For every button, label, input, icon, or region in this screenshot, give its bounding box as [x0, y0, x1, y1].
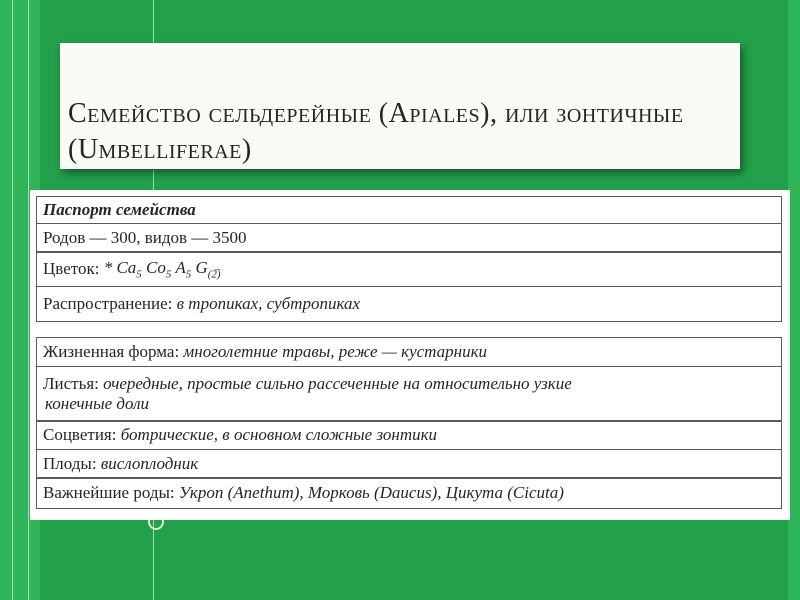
flower-label: Цветок: — [43, 259, 104, 278]
formula-ca-sub: 5 — [136, 268, 142, 281]
leaves-line-1 — [43, 374, 572, 394]
background-line — [12, 0, 13, 600]
details-block — [36, 337, 782, 508]
leaves-value-1: очередные, простые сильно рассеченные на относительно узкие — [103, 373, 572, 393]
genera-label: Важнейшие роды: — [43, 483, 179, 502]
flower-formula-row — [36, 251, 782, 287]
fruit-label: Плоды: — [43, 453, 101, 473]
fruit-row — [36, 449, 782, 479]
distribution-row — [36, 286, 782, 322]
formula-g-sub: (2̅) — [207, 268, 221, 281]
life-form-label: Жизненная форма: — [43, 342, 184, 361]
leaves-label: Листья: — [43, 373, 104, 393]
life-form-row — [36, 337, 782, 367]
formula-a-sub: 5 — [185, 268, 192, 281]
background-line — [28, 0, 29, 600]
passport-header: Паспорт семейства — [43, 200, 196, 219]
inflorescence-label: Соцветия: — [43, 425, 121, 444]
flower-formula — [104, 258, 221, 280]
formula-ca: Ca — [116, 257, 137, 277]
title-box — [60, 43, 740, 169]
formula-g: G — [195, 257, 208, 277]
genera-species-row — [36, 223, 782, 253]
inflorescence-row — [36, 420, 782, 450]
formula-star: * — [103, 257, 113, 277]
genera-row — [36, 477, 782, 509]
formula-a: A — [175, 257, 186, 277]
leaves-value-2: конечные доли — [45, 393, 150, 413]
life-form-value: многолетние травы, реже — кустарники — [183, 342, 488, 361]
fruit-value: вислоплодник — [100, 453, 199, 473]
passport-block — [36, 196, 782, 320]
genera-value: Укроп (Anethum), Морковь (Daucus), Цикута (Cicuta) — [178, 483, 564, 502]
slide-title: Семейство сельдерейные (Apiales), или зонтичные (Umbelliferae) — [68, 98, 684, 165]
distribution-label: Распространение: — [43, 293, 177, 313]
inflorescence-value: ботрические, в основном сложные зонтики — [120, 425, 438, 444]
passport-header-row — [36, 196, 782, 224]
formula-co: Co — [146, 257, 166, 277]
distribution-value: в тропиках, субтропиках — [176, 293, 361, 313]
formula-co-sub: 5 — [165, 268, 172, 281]
genera-species-text: Родов — 300, видов — 3500 — [43, 227, 247, 247]
family-passport-table — [30, 190, 790, 520]
leaves-row — [36, 366, 782, 422]
